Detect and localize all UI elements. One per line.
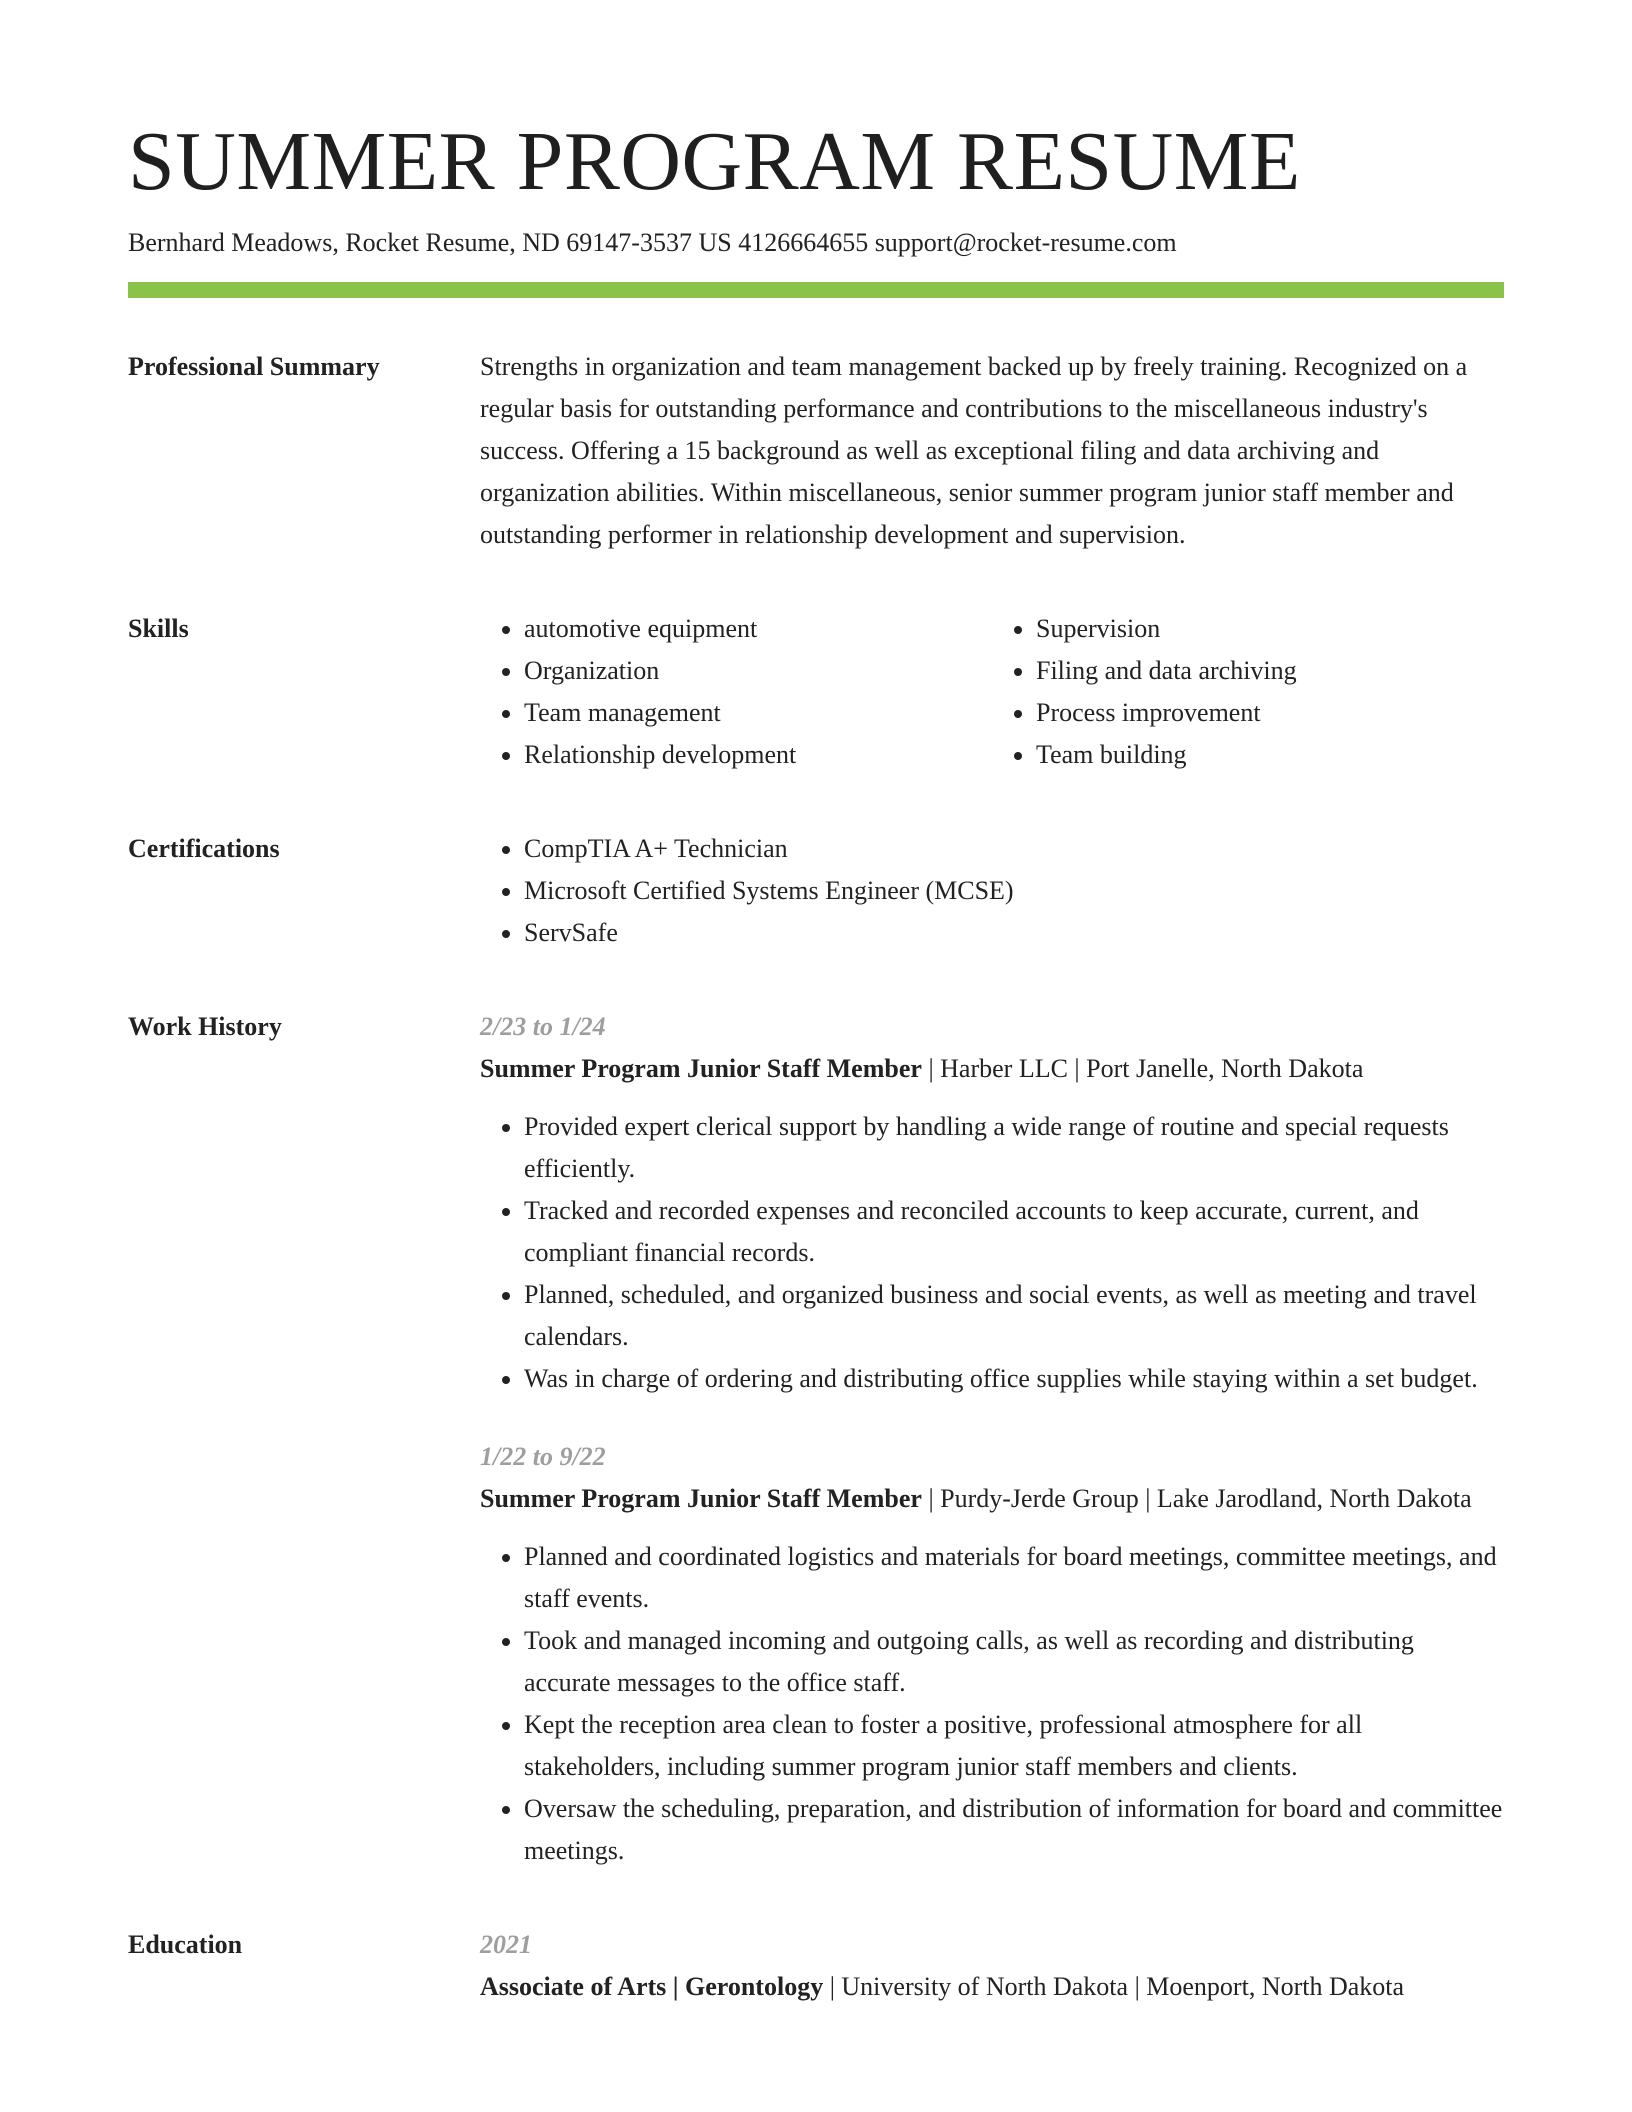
skills-column-2: [992, 608, 1504, 776]
resume-title: SUMMER PROGRAM RESUME: [128, 115, 1301, 208]
work-history-body: [480, 1006, 1504, 1872]
job-title-line: [480, 1478, 1504, 1520]
job-bullets: [480, 1106, 1504, 1400]
job-bullet: • Was in charge of ordering and distributing office supplies while staying within a set budget.: [524, 1358, 1504, 1400]
skills-grid: [480, 608, 1504, 776]
header-divider: [128, 282, 1504, 298]
skill-item: • Team building: [1036, 734, 1504, 776]
education-body: [480, 1924, 1504, 2008]
section-label-summary: Professional Summary: [128, 351, 380, 381]
job-bullet: • Planned, scheduled, and organized business and social events, as well as meeting and travel calendars.: [524, 1274, 1504, 1358]
education-degree: Associate of Arts | Gerontology: [480, 1971, 824, 2001]
job-details: | Harber LLC | Port Janelle, North Dakota: [921, 1053, 1364, 1083]
education-date: 2021: [480, 1929, 532, 1959]
skill-item: • Team management: [524, 692, 992, 734]
certification-item: • ServSafe: [524, 912, 1504, 954]
section-label-work-history: Work History: [128, 1011, 282, 1041]
contact-line: Bernhard Meadows, Rocket Resume, ND 69147-3537 US 4126664655 support@rocket-resume.com: [128, 228, 1177, 258]
section-label-certifications: Certifications: [128, 833, 280, 863]
education-section: [128, 1924, 1504, 2008]
summary-body: [480, 346, 1504, 556]
education-details: | University of North Dakota | Moenport, North Dakota: [823, 1971, 1405, 2001]
certification-item: • CompTIA A+ Technician: [524, 828, 1504, 870]
job-bullet: • Provided expert clerical support by handling a wide range of routine and special requests efficiently.: [524, 1106, 1504, 1190]
section-label-skills: Skills: [128, 613, 189, 643]
skills-section: [128, 608, 1504, 776]
job-bullet: • Tracked and recorded expenses and reconciled accounts to keep accurate, current, and compliant financial records.: [524, 1190, 1504, 1274]
certifications-list: [480, 828, 1504, 954]
summary-section: [128, 346, 1504, 556]
job-bullet: • Kept the reception area clean to foster a positive, professional atmosphere for all stakeholders, including summer program junior staff members and clients.: [524, 1704, 1504, 1788]
certification-item: • Microsoft Certified Systems Engineer (MCSE): [524, 870, 1504, 912]
job-title-line: [480, 1048, 1504, 1090]
job-date: 2/23 to 1/24: [480, 1011, 606, 1041]
certifications-section: [128, 828, 1504, 954]
skill-item: • automotive equipment: [524, 608, 992, 650]
summary-text: Strengths in organization and team management backed up by freely training. Recognized on a regular basis for outstanding performance and contributions to the miscellaneous industry's success. Offering a 15 background as well as exceptional filing and data archiving and organization abilities. Within miscellaneous, senior summer program junior staff member and outstanding performer in relationship development and supervision.: [480, 351, 1468, 549]
skills-column-1: [480, 608, 992, 776]
job-entry: [480, 1006, 1504, 1400]
job-title: Summer Program Junior Staff Member: [480, 1053, 922, 1083]
education-line: [480, 1966, 1504, 2008]
certifications-body: [480, 828, 1504, 954]
job-entry: [480, 1436, 1504, 1872]
job-title: Summer Program Junior Staff Member: [480, 1483, 922, 1513]
skill-item: • Relationship development: [524, 734, 992, 776]
job-bullet: • Took and managed incoming and outgoing calls, as well as recording and distributing accurate messages to the office staff.: [524, 1620, 1504, 1704]
skill-item: • Supervision: [1036, 608, 1504, 650]
job-bullets: [480, 1536, 1504, 1872]
work-history-section: [128, 1006, 1504, 1872]
section-label-education: Education: [128, 1929, 243, 1959]
job-details: | Purdy-Jerde Group | Lake Jarodland, North Dakota: [921, 1483, 1472, 1513]
job-bullet: • Oversaw the scheduling, preparation, and distribution of information for board and committee meetings.: [524, 1788, 1504, 1872]
job-bullet: • Planned and coordinated logistics and materials for board meetings, committee meetings, and staff events.: [524, 1536, 1504, 1620]
skill-item: • Organization: [524, 650, 992, 692]
skill-item: • Filing and data archiving: [1036, 650, 1504, 692]
job-date: 1/22 to 9/22: [480, 1441, 606, 1471]
skill-item: • Process improvement: [1036, 692, 1504, 734]
